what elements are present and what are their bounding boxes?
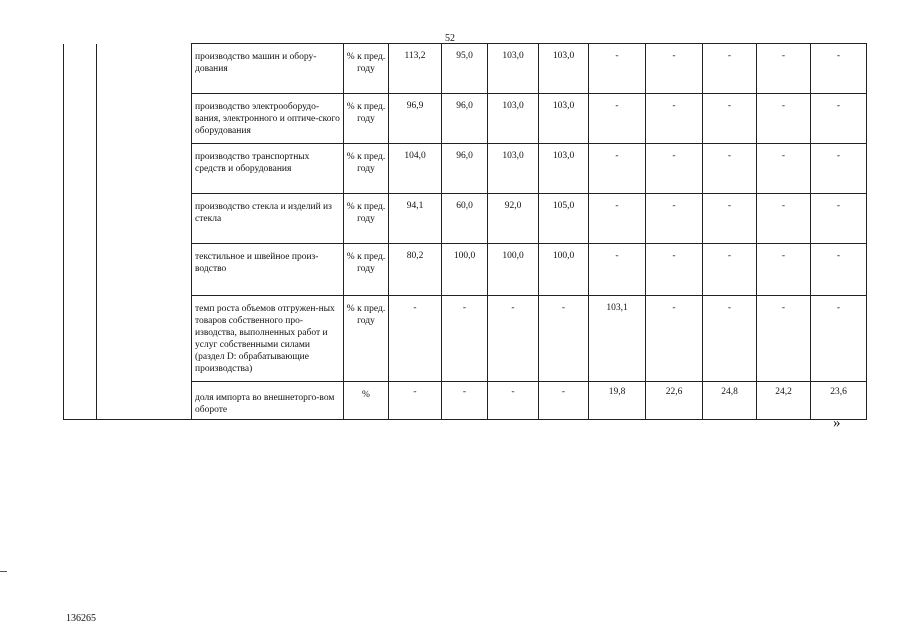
value-cell: 103,0 — [488, 144, 539, 194]
margin-mark — [0, 571, 7, 572]
value-cell: - — [703, 44, 757, 94]
value-cell: 24,8 — [703, 382, 757, 420]
value-cell: - — [488, 382, 539, 420]
value-cell: - — [703, 94, 757, 144]
value-cell: 96,0 — [442, 144, 488, 194]
unit-cell: % — [344, 382, 389, 420]
value-cell: - — [646, 244, 703, 296]
value-cell: 60,0 — [442, 194, 488, 244]
unit-cell: % к пред. году — [344, 144, 389, 194]
value-cell: - — [389, 382, 442, 420]
indicator-cell: текстильное и швейное произ-водство — [192, 244, 344, 296]
unit-cell: % к пред. году — [344, 194, 389, 244]
value-cell: 103,0 — [539, 44, 589, 94]
indicator-cell: производство машин и обору-дования — [192, 44, 344, 94]
value-cell: - — [589, 194, 646, 244]
value-cell: - — [757, 244, 811, 296]
value-cell: 103,0 — [539, 144, 589, 194]
value-cell: - — [703, 296, 757, 382]
value-cell: 103,0 — [539, 94, 589, 144]
value-cell: 24,2 — [757, 382, 811, 420]
indicator-cell: производство электрооборудо-вания, электронного и оптиче-ского оборудования — [192, 94, 344, 144]
value-cell: - — [757, 296, 811, 382]
page-number: 52 — [445, 33, 455, 44]
value-cell: 96,0 — [442, 94, 488, 144]
value-cell: 100,0 — [442, 244, 488, 296]
unit-cell: % к пред. году — [344, 244, 389, 296]
value-cell: 100,0 — [539, 244, 589, 296]
value-cell: - — [646, 194, 703, 244]
value-cell: - — [442, 382, 488, 420]
value-cell: - — [811, 44, 867, 94]
table-row — [64, 44, 867, 94]
value-cell: - — [488, 296, 539, 382]
unit-cell: % к пред. году — [344, 44, 389, 94]
section-cell — [97, 44, 192, 420]
indicator-cell: производство стекла и изделий из стекла — [192, 194, 344, 244]
value-cell: - — [589, 94, 646, 144]
value-cell: - — [757, 94, 811, 144]
value-cell: 80,2 — [389, 244, 442, 296]
value-cell: - — [646, 296, 703, 382]
value-cell: 113,2 — [389, 44, 442, 94]
value-cell: 103,0 — [488, 44, 539, 94]
value-cell: - — [539, 382, 589, 420]
value-cell: 96,9 — [389, 94, 442, 144]
value-cell: - — [703, 244, 757, 296]
value-cell: 95,0 — [442, 44, 488, 94]
value-cell: 105,0 — [539, 194, 589, 244]
value-cell: 22,6 — [646, 382, 703, 420]
value-cell: - — [757, 194, 811, 244]
value-cell: - — [589, 44, 646, 94]
indicator-cell: доля импорта во внешнеторго-вом обороте — [192, 382, 344, 420]
closing-quote: » — [833, 415, 841, 431]
value-cell: 23,6 — [811, 382, 867, 420]
indicator-cell: темп роста объемов отгружен-ных товаров собственного про-изводства, выполненных работ и услуг собственными силами (раздел D: обрабатывающие производства) — [192, 296, 344, 382]
value-cell: - — [703, 144, 757, 194]
value-cell: - — [646, 94, 703, 144]
value-cell: - — [646, 44, 703, 94]
value-cell: 100,0 — [488, 244, 539, 296]
indicators-table — [63, 43, 867, 420]
value-cell: - — [589, 144, 646, 194]
value-cell: 103,0 — [488, 94, 539, 144]
value-cell: - — [646, 144, 703, 194]
value-cell: - — [442, 296, 488, 382]
value-cell: - — [757, 44, 811, 94]
value-cell: 94,1 — [389, 194, 442, 244]
value-cell: 103,1 — [589, 296, 646, 382]
value-cell: - — [539, 296, 589, 382]
value-cell: 104,0 — [389, 144, 442, 194]
value-cell: - — [757, 144, 811, 194]
footer-document-id: 136265 — [66, 613, 96, 624]
indicator-cell: производство транспортных средств и оборудования — [192, 144, 344, 194]
unit-cell: % к пред. году — [344, 94, 389, 144]
value-cell: - — [811, 144, 867, 194]
unit-cell: % к пред. году — [344, 296, 389, 382]
value-cell: - — [811, 194, 867, 244]
value-cell: 92,0 — [488, 194, 539, 244]
value-cell: 19,8 — [589, 382, 646, 420]
value-cell: - — [703, 194, 757, 244]
value-cell: - — [811, 244, 867, 296]
value-cell: - — [811, 296, 867, 382]
value-cell: - — [389, 296, 442, 382]
value-cell: - — [589, 244, 646, 296]
row-number-cell — [64, 44, 97, 420]
value-cell: - — [811, 94, 867, 144]
